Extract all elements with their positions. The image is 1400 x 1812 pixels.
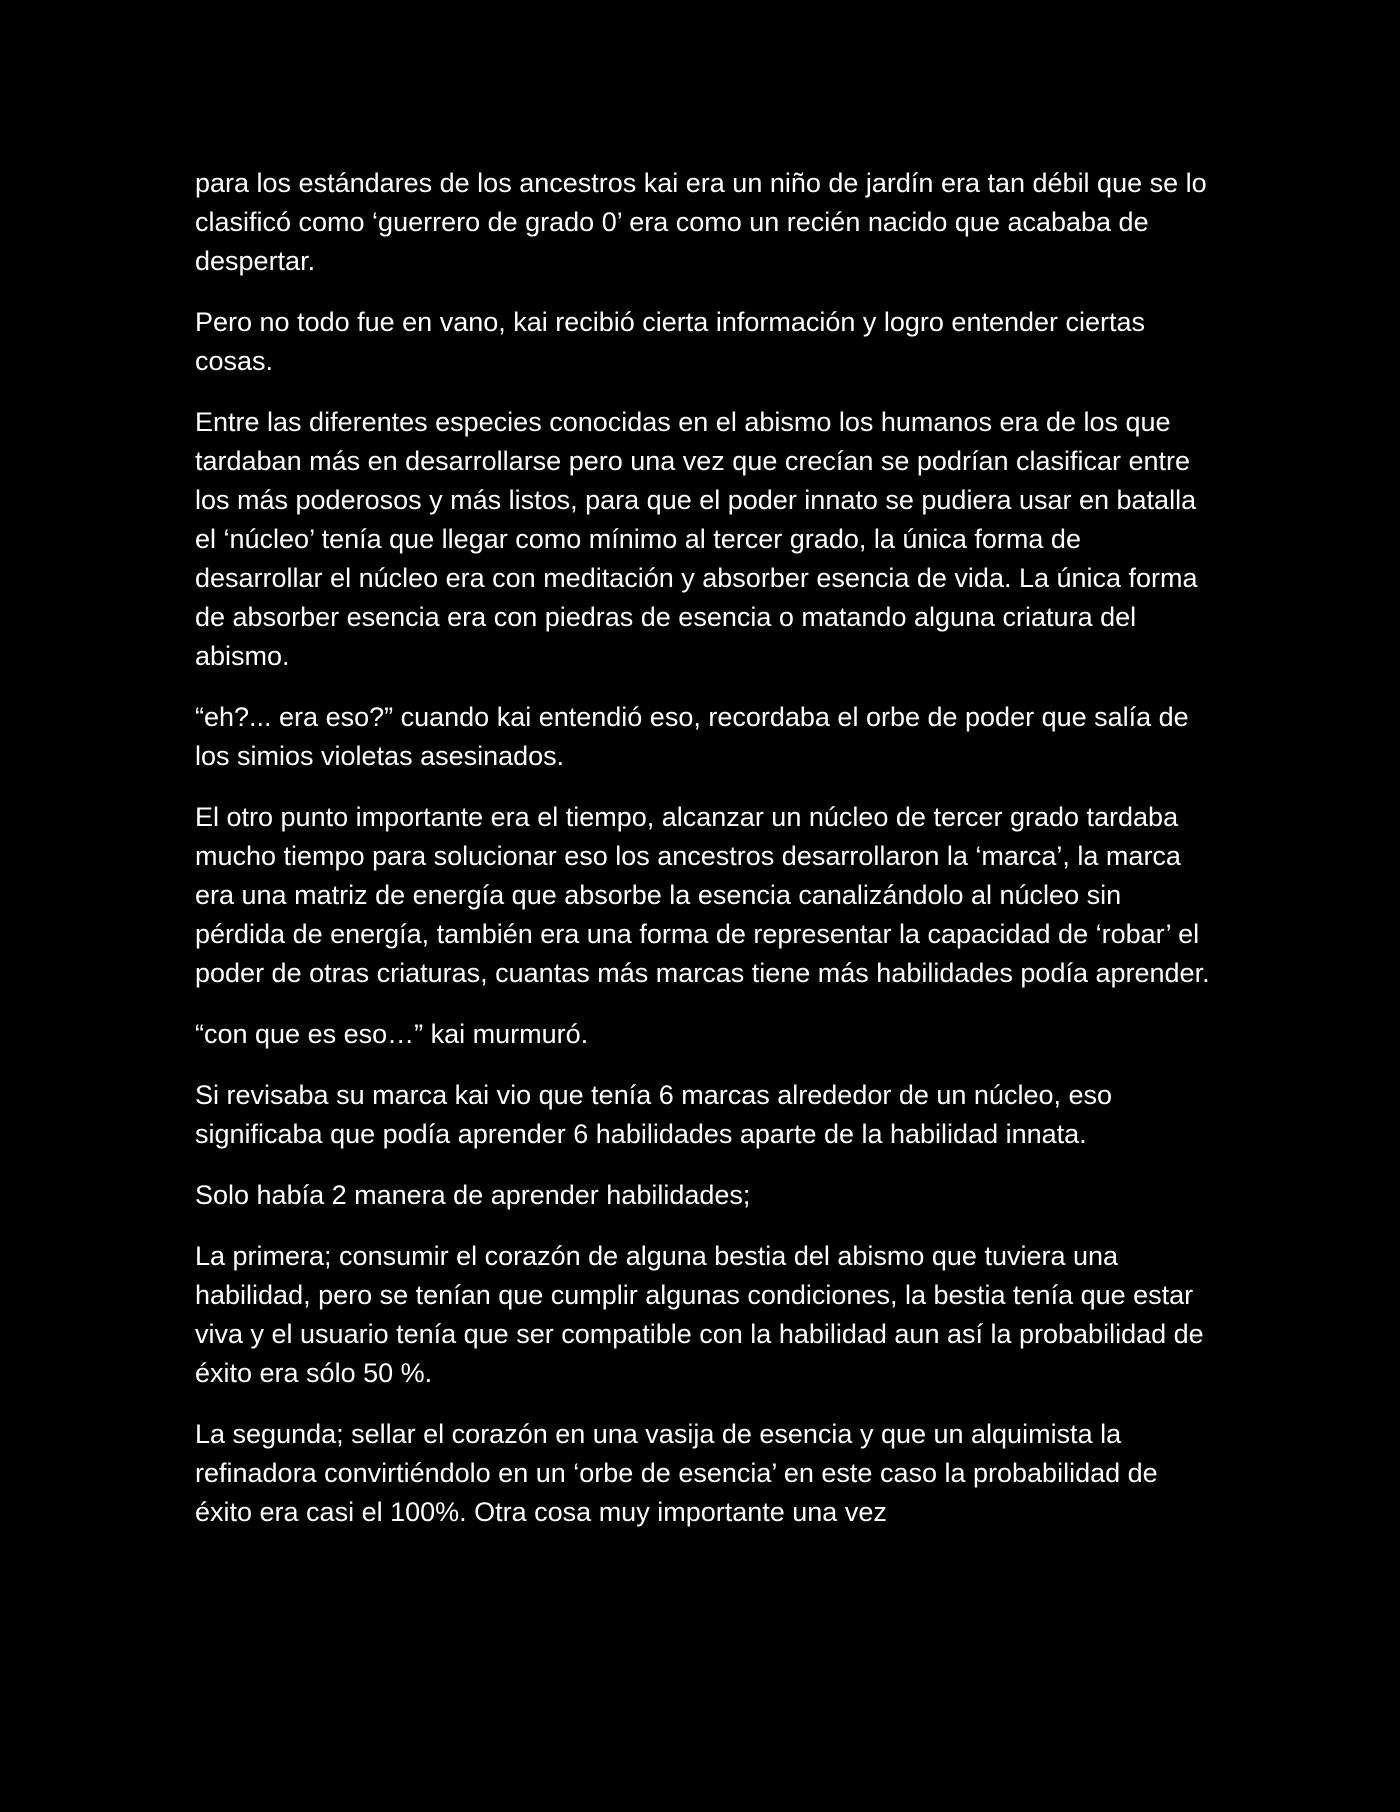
paragraph-5: El otro punto importante era el tiempo, alcanzar un núcleo de tercer grado tardaba mucho tiempo para solucionar eso los ancestros desarrollaron la ‘marca’, la marca era una matriz de energía que absorbe la esencia canalizándolo al núcleo sin pérdida de energía, también era una forma de representar la capacidad de ‘robar’ el poder de otras criaturas, cuantas más marcas tiene más habilidades podía aprender.: [195, 802, 1210, 988]
paragraph-2: Pero no todo fue en vano, kai recibió cierta información y logro entender ciertas cosas.: [195, 307, 1146, 376]
paragraph-4: “eh?... era eso?” cuando kai entendió eso, recordaba el orbe de poder que salía de los simios violetas asesinados.: [195, 702, 1189, 771]
paragraph-10: La segunda; sellar el corazón en una vasija de esencia y que un alquimista la refinadora convirtiéndolo en un ‘orbe de esencia’ en este caso la probabilidad de éxito era casi el 100%. Otra cosa muy importante una vez: [195, 1419, 1158, 1527]
paragraph-8: Solo había 2 manera de aprender habilidades;: [195, 1180, 751, 1210]
document-body: [195, 164, 1215, 1554]
paragraph-6: “con que es eso…” kai murmuró.: [195, 1019, 589, 1049]
paragraph-1: para los estándares de los ancestros kai era un niño de jardín era tan débil que se lo clasificó como ‘guerrero de grado 0’ era como un recién nacido que acababa de despertar.: [195, 168, 1207, 276]
paragraph-9: La primera; consumir el corazón de alguna bestia del abismo que tuviera una habilidad, pero se tenían que cumplir algunas condiciones, la bestia tenía que estar viva y el usuario tenía que ser compatible con la habilidad aun así la probabilidad de éxito era sólo 50 %.: [195, 1241, 1204, 1388]
paragraph-3: Entre las diferentes especies conocidas en el abismo los humanos era de los que tardaban más en desarrollarse pero una vez que crecían se podrían clasificar entre los más poderosos y más listos, para que el poder innato se pudiera usar en batalla el ‘núcleo’ tenía que llegar como mínimo al tercer grado, la única forma de desarrollar el núcleo era con meditación y absorber esencia de vida. La única forma de absorber esencia era con piedras de esencia o matando alguna criatura del abismo.: [195, 407, 1198, 671]
paragraph-7: Si revisaba su marca kai vio que tenía 6 marcas alrededor de un núcleo, eso significaba que podía aprender 6 habilidades aparte de la habilidad innata.: [195, 1080, 1113, 1149]
